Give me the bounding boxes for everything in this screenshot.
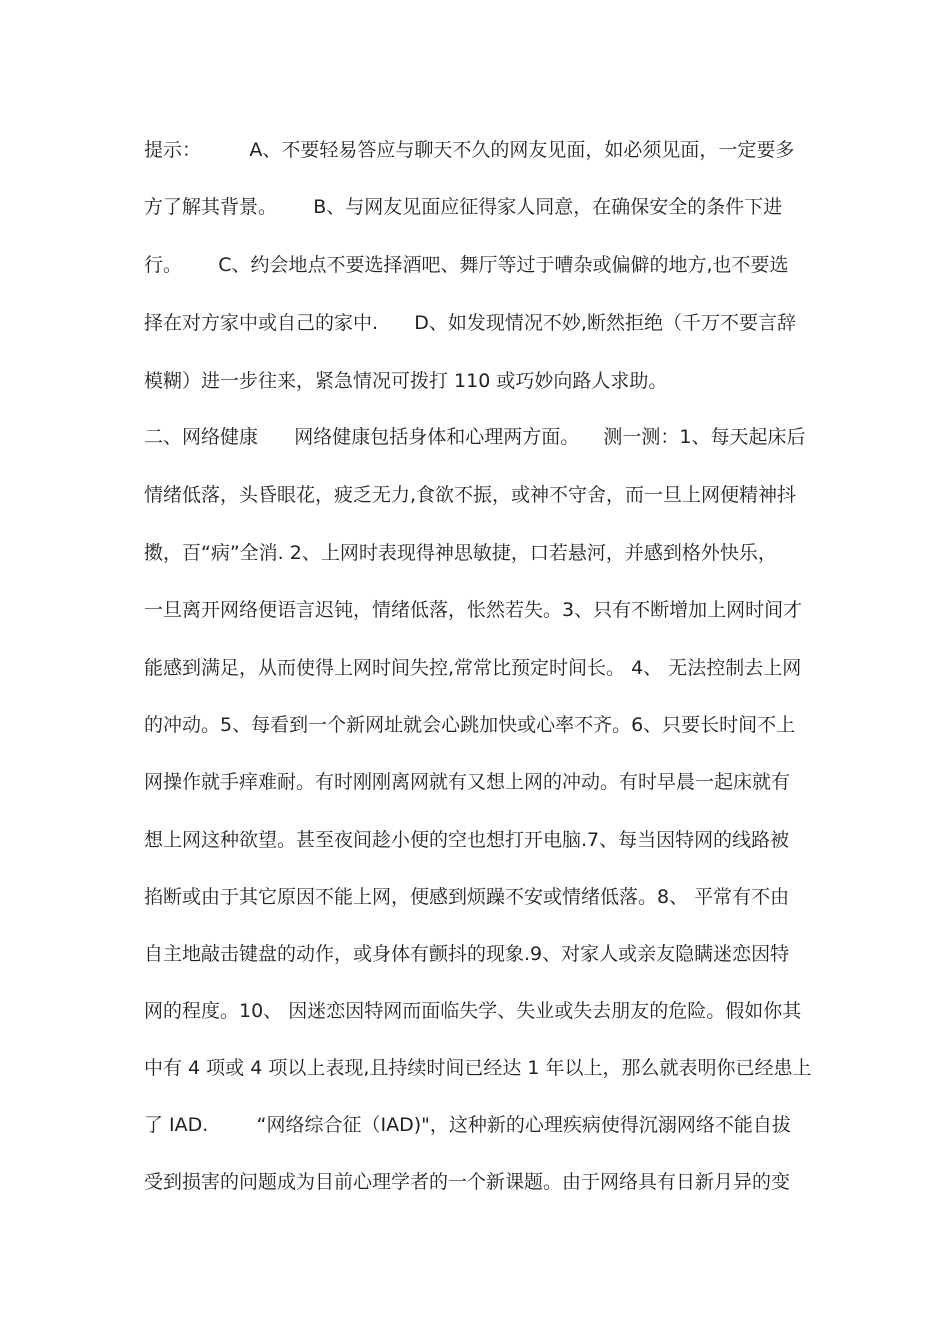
text-line: 网操作就手痒难耐。有时刚刚离网就有又想上网的冲动。有时早晨一起床就有 <box>144 771 791 793</box>
text-line: 想上网这种欲望。甚至夜间趁小便的空也想打开电脑.7、每当因特网的线路被 <box>144 829 790 851</box>
text-line: 能感到满足，从而使得上网时间失控,常常比预定时间长。 4、 无法控制去上网 <box>144 657 802 679</box>
text-line: 中有 4 项或 4 项以上表现,且持续时间已经达 1 年以上，那么就表明你已经患上 <box>144 1057 812 1079</box>
text-line: 提示： A、不要轻易答应与聊天不久的网友见面，如必须见面，一定要多 <box>144 139 795 161</box>
text-line: 模糊）进一步往来，紧急情况可拨打 110 或巧妙向路人求助。 <box>144 370 668 392</box>
text-line: 方了解其背景。 B、与网友见面应征得家人同意，在确保安全的条件下进 <box>144 196 783 218</box>
text-line: 擞，百“病”全消. 2、上网时表现得神思敏捷，口若悬河，并感到格外快乐， <box>144 542 777 564</box>
text-line: 掐断或由于其它原因不能上网，便感到烦躁不安或情绪低落。8、 平常有不由 <box>144 886 790 908</box>
text-line: 了 IAD. “网络综合征（IAD)"，这种新的心理疾病使得沉溺网络不能自拔 <box>144 1114 791 1136</box>
text-line: 自主地敲击键盘的动作，或身体有颤抖的现象.9、对家人或亲友隐瞒迷恋因特 <box>144 943 790 965</box>
section-heading-line: 二、网络健康 网络健康包括身体和心理两方面。 测一测：1、每天起床后 <box>144 426 806 448</box>
text-line: 择在对方家中或自己的家中. D、如发现情况不妙,断然拒绝（千万不要言辞 <box>144 312 796 334</box>
text-line: 一旦离开网络便语言迟钝，情绪低落，怅然若失。3、只有不断增加上网时间才 <box>144 599 803 621</box>
text-line: 行。 C、约会地点不要选择酒吧、舞厅等过于嘈杂或偏僻的地方,也不要选 <box>144 254 789 276</box>
text-line: 情绪低落，头昏眼花，疲乏无力,食欲不振，或神不守舍，而一旦上网便精神抖 <box>144 484 797 506</box>
text-line: 的冲动。5、每看到一个新网址就会心跳加快或心率不齐。6、只要长时间不上 <box>144 714 796 736</box>
text-line: 网的程度。10、 因迷恋因特网而面临失学、失业或失去朋友的危险。假如你其 <box>144 1000 802 1022</box>
text-line: 受到损害的问题成为目前心理学者的一个新课题。由于网络具有日新月异的变 <box>144 1171 791 1193</box>
